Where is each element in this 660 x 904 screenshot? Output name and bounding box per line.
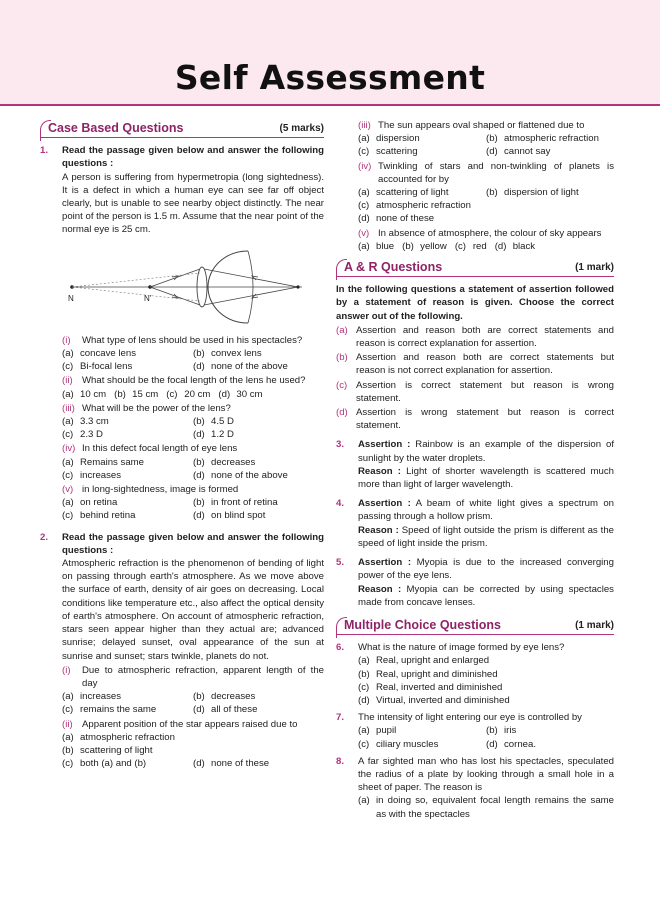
page-title: Self Assessment — [174, 58, 486, 97]
option: (a) atmospheric refraction — [62, 731, 175, 743]
ar-section-title: A & R Questions — [344, 260, 443, 275]
option: (b) Real, upright and diminished — [358, 668, 498, 680]
option: (a) 3.3 cm — [62, 416, 109, 428]
option: (c) scattering — [358, 146, 418, 158]
case-section-marks: (5 marks) — [279, 123, 324, 134]
option: (a) dispersion — [358, 133, 420, 145]
q1-sub-4: (iv) In this defect focal length of eye lens (a) Remains same (b) decreases (c) increases (d) none of the above — [62, 442, 324, 482]
option: (d) Virtual, inverted and diminished — [358, 694, 510, 706]
option: (c) Real, inverted and diminished — [358, 681, 503, 693]
option: (c) behind retina — [62, 510, 136, 522]
option: (b) convex lens — [193, 348, 262, 360]
q2-sub-3: (iii) The sun appears oval shaped or flattened due to (a) dispersion (b) atmospheric refraction (c) scattering (d) cannot say — [358, 119, 614, 159]
option: (d) cornea. — [486, 738, 536, 750]
option: (c) Bi-focal lens — [62, 361, 133, 373]
option: (a) blue — [358, 240, 395, 252]
option: (c) 2.3 D — [62, 429, 103, 441]
option: (b) scattering of light — [62, 744, 153, 756]
option: (a) on retina — [62, 497, 118, 509]
question-number: 1. — [40, 145, 49, 157]
question-5: 5. Assertion : Myopia is due to the increased converging power of the eye lens. Reason : Myopia can be corrected by using spectacles made from concave lenses. — [336, 557, 614, 608]
option: (a) Real, upright and enlarged — [358, 655, 490, 667]
option: (b) dispersion of light — [486, 187, 579, 199]
option: (d) none of the above — [193, 361, 288, 373]
option: (b) decreases — [193, 691, 256, 703]
option: (d) on blind spot — [193, 510, 266, 522]
ray-dashed-upper — [72, 273, 200, 287]
q1-sub-1: (i) What type of lens should be used in his spectacles? (a) concave lens (b) convex lens (c) Bi-focal lens (d) none of the above — [62, 334, 324, 374]
question-intro: Read the passage given below and answer the following questions : — [62, 145, 324, 170]
option: (d) none of the above — [193, 469, 288, 481]
q1-sub-2: (ii) What should be the focal length of the lens he used? (a) 10 cm (b) 15 cm (c) 20 cm (d) 30 cm — [62, 375, 306, 400]
option: (d) none of these — [358, 213, 435, 225]
left-column — [40, 118, 324, 770]
question-1 — [40, 144, 324, 522]
question-4: 4. Assertion : A beam of white light gives a spectrum on passing through a hollow prism. Reason : Speed of light outside the prism is different as the speed of light inside the prism. — [336, 498, 614, 549]
case-section-header — [40, 118, 324, 138]
option: (b) in front of retina — [193, 497, 278, 509]
ar-section-header — [336, 257, 614, 277]
q1-sub-3: (iii) What will be the power of the lens? (a) 3.3 cm (b) 4.5 D (c) 2.3 D (d) 1.2 D — [62, 402, 324, 442]
hypermetropia-eye-diagram — [62, 243, 324, 325]
q1-sub-5: (v) in long-sightedness, image is formed (a) on retina (b) in front of retina (c) behind retina (d) on blind spot — [62, 483, 324, 523]
option: (d) 30 cm — [218, 388, 263, 400]
ray-dashed-lower — [72, 287, 200, 301]
option: (d) 1.2 D — [193, 429, 234, 441]
passage: Atmospheric refraction is the phenomenon of bending of light on passing through earth's atmosphere. As we move above the surface of earth, density of air goes on decreasing. Local conditions like temperature etc., also affect the optical density of earth's atmosphere. On account of atmospheric refraction, stars seen appear higher than they actual are; advanced sunrise; delayed sunset, oval appearance of the sun at sunrise and sunset; stars twinkle, planets do not. — [62, 558, 324, 662]
option: (d) cannot say — [486, 146, 551, 158]
question-6: 6. What is the nature of image formed by eye lens? (a) Real, upright and enlarged (b) Real, upright and diminished (c) Real, inverted and diminished (d) Virtual, inverted and diminished — [336, 641, 614, 707]
option: (a) pupil — [358, 725, 397, 737]
q2-sub-5: (v) In absence of atmosphere, the colour of sky appears (a) blue (b) yellow (c) red (d) black — [358, 227, 602, 252]
option: (b) yellow — [402, 240, 447, 252]
ar-options: (a) Assertion and reason both are correct statements and reason is correct explanation for assertion. (b) Assertion and reason both are correct statements but reason is not correct explanation for assertion. (c) Assertion is correct statement but reason is wrong statement. (d) Assertion is wrong statement but reason is correct statement. — [336, 324, 614, 432]
option: (d) all of these — [193, 704, 258, 716]
q2-sub-4: (iv) Twinkling of stars and non-twinkling of planets is accounted for by (a) scattering of light (b) dispersion of light (c) atmospheric refraction (d) none of these — [358, 160, 614, 225]
option: (a) increases — [62, 691, 122, 703]
question-intro: Read the passage given below and answer the following questions : — [62, 531, 324, 556]
q2-continued — [336, 119, 614, 253]
option: (c) remains the same — [62, 704, 157, 716]
ray-upper-in — [150, 269, 200, 287]
option: (c) 20 cm — [166, 388, 211, 400]
right-column — [336, 118, 614, 821]
question-2 — [40, 531, 324, 771]
passage: A person is suffering from hypermetropia (long sightedness). It is a defect in which a human eye can see far off object clearly, but is unable to see nearby object distinctly. The near point of the person is 1.5 m. Assume that the near point of the normal eye is 25 cm. — [62, 171, 324, 236]
option: (c) atmospheric refraction — [358, 200, 471, 212]
option: (a) concave lens — [62, 348, 136, 360]
mcq-section-header — [336, 615, 614, 635]
option: (d) black — [494, 240, 536, 252]
option: (b) atmospheric refraction — [486, 133, 599, 145]
case-section-title: Case Based Questions — [48, 121, 184, 135]
question-7: 7. The intensity of light entering our eye is controlled by (a) pupil (b) iris (c) ciliary muscles (d) cornea. — [336, 711, 614, 751]
option: (c) red — [454, 240, 487, 252]
question-number: 2. — [40, 531, 49, 543]
mcq-section-title: Multiple Choice Questions — [344, 617, 501, 632]
ar-intro: In the following questions a statement of assertion followed by a statement of reason is given. Choose the correct answer out of the following. — [336, 284, 614, 322]
label-n: N — [68, 293, 74, 303]
option: (a) Remains same — [62, 456, 144, 468]
option: (a) in doing so, equivalent focal length remains the same as with the spectacles — [358, 795, 614, 820]
mcq-section-marks: (1 mark) — [575, 619, 614, 631]
option: (c) increases — [62, 469, 122, 481]
option: (b) iris — [486, 725, 517, 737]
question-3: 3. Assertion : Rainbow is an example of the dispersion of sunlight by the water droplets. Reason : Light of shorter wavelength is scattered much more than light of larger wavelength. — [336, 439, 614, 491]
ray-lower-out — [204, 287, 298, 305]
ray-upper-out — [204, 269, 298, 287]
option: (a) 10 cm — [62, 388, 107, 400]
image-point — [296, 285, 299, 288]
ray-lower-in — [150, 287, 200, 305]
q2-sub-2: (ii) Apparent position of the star appears raised due to (a) atmospheric refraction (b) scattering of light (c) both (a) and (b) (d) none of these — [62, 718, 324, 771]
option: (d) none of these — [193, 758, 270, 770]
option: (c) ciliary muscles — [358, 738, 439, 750]
option: (b) decreases — [193, 456, 256, 468]
ar-section-marks: (1 mark) — [575, 262, 614, 274]
option: (a) scattering of light — [358, 187, 449, 199]
option: (c) both (a) and (b) — [62, 758, 147, 770]
option: (b) 4.5 D — [193, 416, 234, 428]
question-8: 8. A far sighted man who has lost his spectacles, speculated the radius of a plate by looking through a small hole in a sheet of paper. The reason is (a) in doing so, equivalent focal length remains the same as with the spectacles — [336, 755, 614, 820]
option: (b) 15 cm — [114, 388, 159, 400]
q2-sub-1: (i) Due to atmospheric refraction, apparent length of the day (a) increases (b) decreases (c) remains the same (d) all of these — [62, 664, 324, 716]
label-n-prime: N' — [144, 293, 152, 303]
